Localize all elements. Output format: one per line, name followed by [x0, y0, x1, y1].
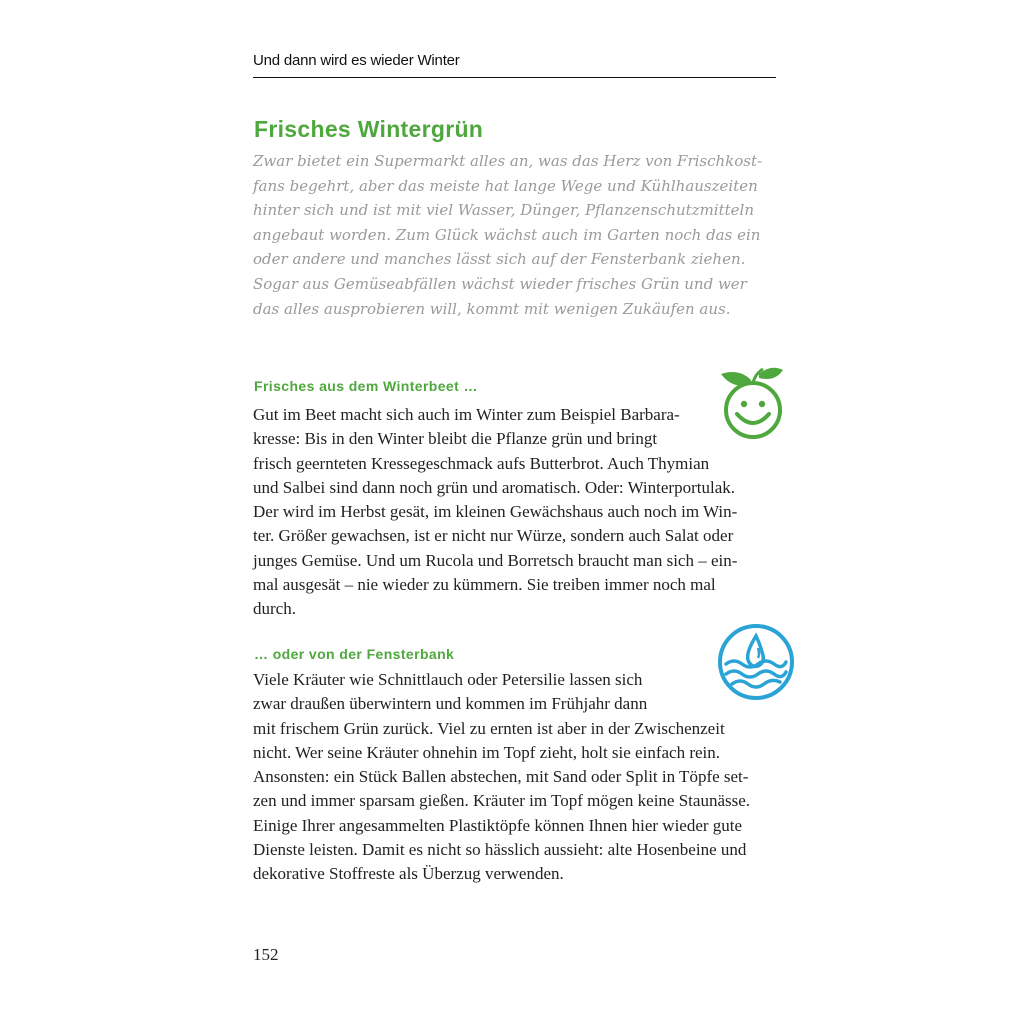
intro-line: hinter sich und ist mit viel Wasser, Dünger, Pflanzenschutzmitteln: [253, 201, 754, 220]
intro-line: das alles ausprobieren will, kommt mit wenigen Zukäufen aus.: [253, 299, 731, 318]
body-line: frisch geernteten Kressegeschmack aufs Butterbrot. Auch Thymian: [253, 453, 710, 473]
intro-line: Zwar bietet ein Supermarkt alles an, was das Herz von Frischkost-: [253, 152, 763, 170]
body-line: nicht. Wer seine Kräuter ohnehin im Topf zieht, holt sie einfach rein.: [253, 742, 721, 762]
chapter-intro: [253, 149, 763, 321]
body-line: kresse: Bis in den Winter bleibt die Pflanze grün und bringt: [253, 429, 658, 449]
body-line: mal ausgesät – nie wieder zu kümmern. Sie treiben immer noch mal: [253, 575, 716, 595]
body-line: dekorative Stoffreste als Überzug verwenden.: [253, 864, 564, 884]
running-header: Und dann wird es wieder Winter: [253, 52, 460, 69]
intro-line: oder andere und manches lässt sich auf der Fensterbank ziehen.: [253, 250, 746, 269]
body-line: zwar draußen überwintern und kommen im Frühjahr dann: [253, 694, 648, 714]
body-line: Einige Ihrer angesammelten Plastiktöpfe können Ihnen hier wieder gute: [253, 815, 743, 835]
body-line: mit frischem Grün zurück. Viel zu ernten ist aber in der Zwischenzeit: [253, 718, 725, 738]
body-line: Ansonsten: ein Stück Ballen abstechen, mit Sand oder Split in Töpfe set-: [253, 767, 749, 787]
body-line: Viele Kräuter wie Schnittlauch oder Petersilie lassen sich: [253, 670, 643, 689]
body-line: Dienste leisten. Damit es nicht so hässlich aussieht: alte Hosenbeine und: [253, 840, 747, 860]
section-body-winterbeet: [253, 403, 778, 622]
section-heading-winterbeet: Frisches aus dem Winterbeet …: [254, 378, 478, 394]
body-line: ter. Größer gewachsen, ist er nicht nur Würze, sondern auch Salat oder: [253, 526, 734, 546]
chapter-title: Frisches Wintergrün: [254, 116, 484, 142]
section-heading-fensterbank: … oder von der Fensterbank: [254, 646, 455, 662]
section-body-fensterbank: [253, 668, 778, 887]
body-line: und Salbei sind dann noch grün und aromatisch. Oder: Winterportulak.: [253, 477, 735, 497]
body-line: durch.: [253, 599, 296, 619]
page-number: 152: [253, 945, 279, 964]
body-line: Der wird im Herbst gesät, im kleinen Gewächshaus auch noch im Win-: [253, 502, 738, 522]
intro-line: fans begehrt, aber das meiste hat lange Wege und Kühlhauszeiten: [253, 176, 758, 195]
header-rule: [253, 77, 776, 78]
body-line: zen und immer sparsam gießen. Kräuter im Topf mögen keine Staunässe.: [253, 791, 751, 811]
intro-line: angebaut worden. Zum Glück wächst auch im Garten noch das ein: [253, 225, 761, 244]
body-line: Gut im Beet macht sich auch im Winter zum Beispiel Barbara-: [253, 405, 680, 424]
intro-line: Sogar aus Gemüseabfällen wächst wieder frisches Grün und wer: [253, 274, 747, 293]
body-line: junges Gemüse. Und um Rucola und Borretsch braucht man sich – ein-: [253, 550, 738, 570]
